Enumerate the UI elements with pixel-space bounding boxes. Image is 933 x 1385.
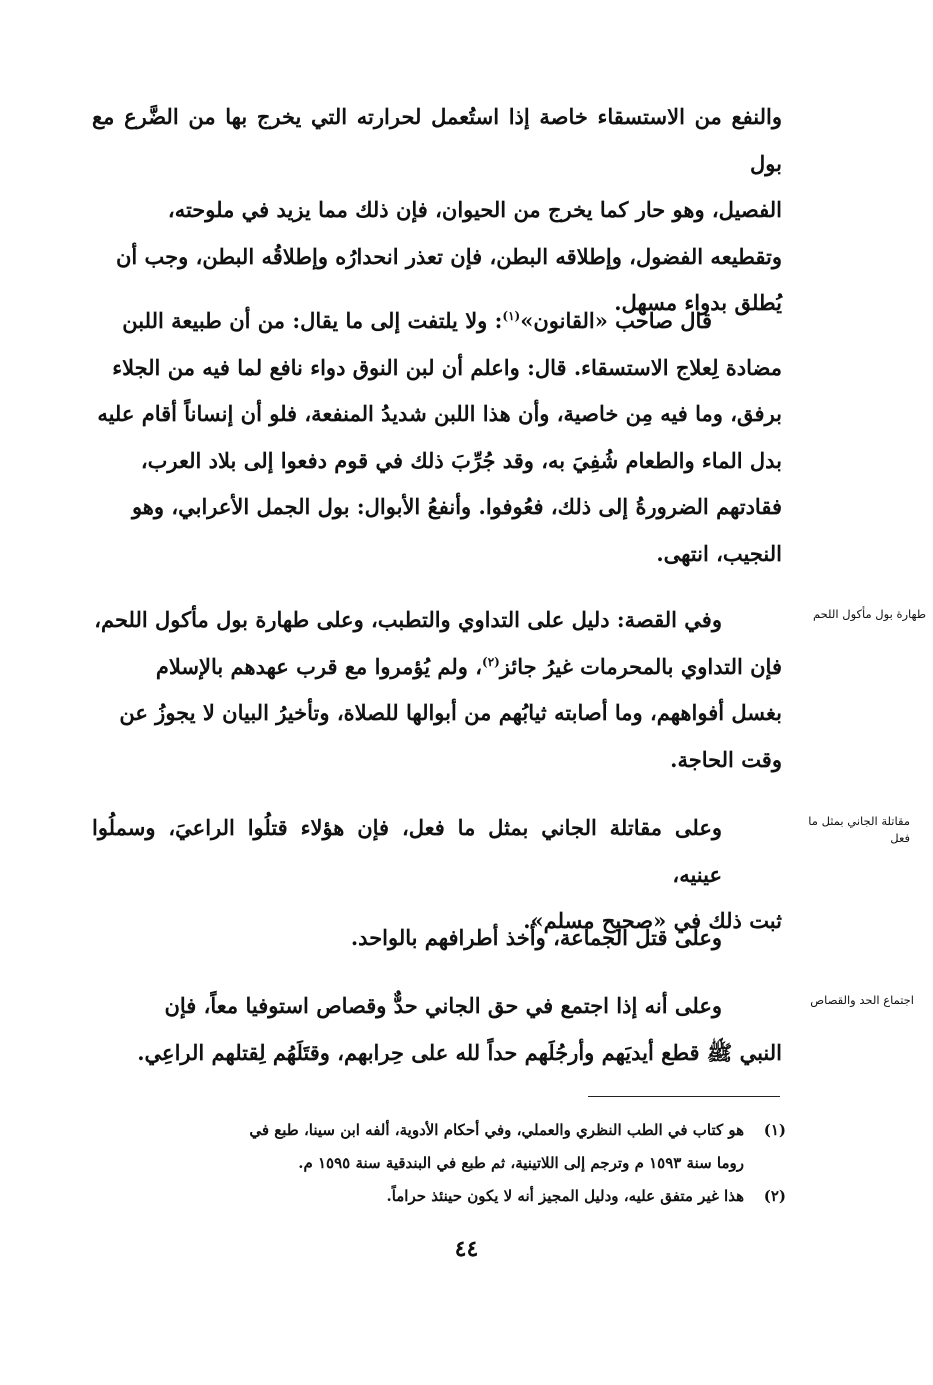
footnote-line: روما سنة ١٥٩٣ م وترجم إلى اللاتينية، ثم طبع في البندقية سنة ١٥٩٥ م. xyxy=(298,1154,744,1172)
margin-note-retaliation: مقاتلة الجاني بمثل ما فعل xyxy=(808,814,910,845)
paragraph-5 xyxy=(92,915,782,962)
text-line: فقادتهم الضرورةُ إلى ذلك، فعُوفوا. وأنفعُ الأبوال: بول الجمل الأعرابي، وهو xyxy=(131,494,782,519)
text-line: وقت الحاجة. xyxy=(670,746,782,772)
footnote-text xyxy=(96,1180,744,1213)
footnote-separator xyxy=(588,1096,780,1097)
text-line xyxy=(92,298,782,345)
text-line: ثبت ذلك في «صحيح مسلم». xyxy=(523,908,782,933)
footnote-text xyxy=(96,1114,744,1180)
text-line: بدل الماء والطعام شُفِيَ به، وقد جُرِّبَ ذلك في قوم دفعوا إلى بلاد العرب، xyxy=(140,447,782,473)
text-fragment: : ولا يلتفت إلى ما يقال: من أن طبيعة اللبن xyxy=(122,308,503,333)
margin-note-urine-purity: طهارة بول مأكول اللحم xyxy=(812,607,926,621)
footnote-ref-1[interactable]: (١) xyxy=(502,309,521,323)
footnotes xyxy=(96,1114,786,1213)
text-line: وتقطيعه الفضول، وإطلاقه البطن، فإن تعذر انحدارُه وإطلاقُه البطن، وجب أن xyxy=(115,243,782,269)
text-fragment: فإن التداوي بالمحرمات غيرُ جائز xyxy=(499,653,782,679)
footnote-1 xyxy=(96,1114,786,1180)
paragraph-2 xyxy=(92,298,782,577)
text-line: وعلى أنه إذا اجتمع في حق الجاني حدٌّ وقصاص استوفيا معاً، فإن xyxy=(164,993,722,1018)
text-line: يُطلق بدواء مسهل. xyxy=(614,290,782,315)
footnote-line: هو كتاب في الطب النظري والعملي، وفي أحكام الأدوية، ألفه ابن سينا، طبع في xyxy=(249,1121,744,1139)
margin-note-hadd-qisas: اجتماع الحد والقصاص xyxy=(810,993,914,1007)
page-number: ٤٤ xyxy=(454,1236,479,1262)
text-line: الفصيل، وهو حار كما يخرج من الحيوان، فإن ذلك مما يزيد في ملوحته، xyxy=(167,197,782,222)
text-fragment: قال صاحب «القانون» xyxy=(520,308,712,333)
footnote-number: (١) xyxy=(763,1121,786,1139)
paragraph-1 xyxy=(92,94,782,327)
text-line xyxy=(92,644,782,691)
paragraph-6 xyxy=(92,983,782,1076)
paragraph-3 xyxy=(92,597,782,783)
text-line: مضادة لِعلاج الاستسقاء. قال: واعلم أن لبن النوق دواء نافع لما فيه من الجلاء xyxy=(112,354,782,380)
text-line: وعلى مقاتلة الجاني بمثل ما فعل، فإن هؤلاء قتلُوا الراعيَ، وسملُوا عينيه، xyxy=(92,815,722,887)
text-line: النبي ﷺ قطع أيديَهم وأرجُلَهم حداً لله على حِرابهم، وقتَلَهُم لِقتلهم الراعِي. xyxy=(137,1039,782,1065)
text-line: برفق، وما فيه مِن خاصية، وأن هذا اللبن شديدُ المنفعة، فلو أن إنساناً أقام عليه xyxy=(97,401,782,426)
text-line: وفي القصة: دليل على التداوي والتطبب، وعلى طهارة بول مأكول اللحم، xyxy=(94,607,722,632)
footnote-2 xyxy=(96,1180,786,1213)
footnote-number: (٢) xyxy=(763,1187,786,1205)
text-fragment: ، ولم يُؤمروا مع قرب عهدهم بالإسلام xyxy=(155,653,482,679)
text-line: وعلى قتل الجماعة، وأخذ أطرافهم بالواحد. xyxy=(350,925,722,950)
text-line: والنفع من الاستسقاء خاصة إذا استُعمل لحرارته التي يخرج بها من الضَّرع مع بول xyxy=(92,104,782,176)
text-line: بغسل أفواههم، وما أصابته ثيابُهم من أبوالها للصلاة، وتأخيرُ البيان لا يجوزُ عن xyxy=(119,700,782,725)
text-line: النجيب، انتهى. xyxy=(656,540,782,566)
footnote-ref-2[interactable]: (٢) xyxy=(482,654,500,669)
footnote-line: هذا غير متفق عليه، ودليل المجيز أنه لا يكون حينئذ حراماً. xyxy=(386,1187,744,1205)
